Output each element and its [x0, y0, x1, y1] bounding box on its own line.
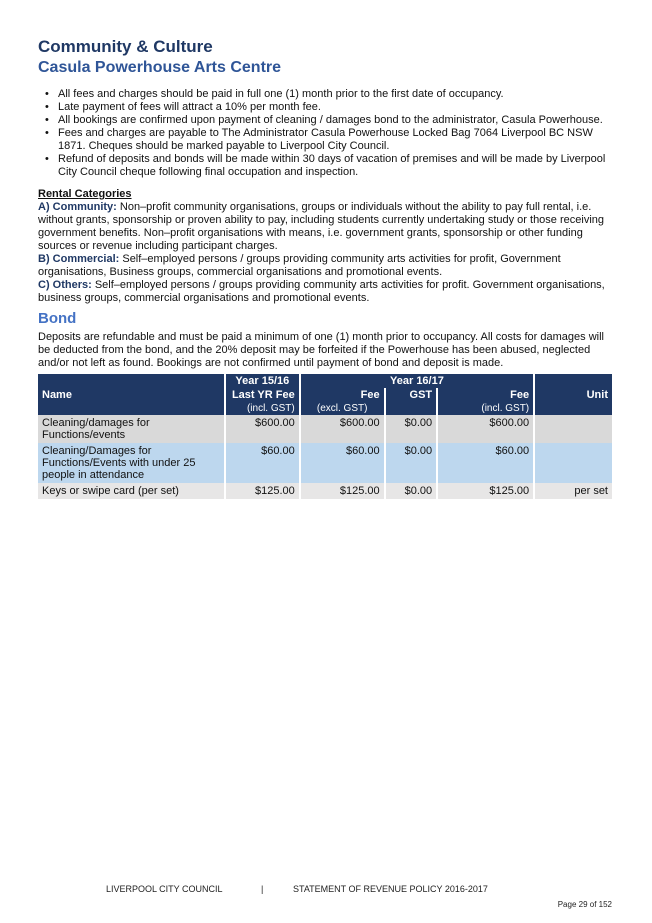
cell-fee-incl: $125.00 — [438, 483, 533, 499]
list-item: • All bookings are confirmed upon payment of cleaning / damages bond to the administrator, Casula Powerhouse. — [38, 114, 614, 127]
list-item: • All fees and charges should be paid in full one (1) month prior to the first date of occupancy. — [38, 88, 614, 101]
category-community — [38, 201, 614, 253]
rental-categories-heading: Rental Categories — [38, 188, 132, 200]
cell-last-fee: $125.00 — [226, 483, 299, 499]
category-label: B) Commercial: — [38, 253, 120, 265]
page-title: Community & Culture — [38, 37, 213, 56]
cell-fee: $125.00 — [301, 483, 384, 499]
column-header-unit: Unit — [535, 374, 612, 415]
page-content — [38, 36, 614, 499]
category-text: Self–employed persons / groups providing community arts activities for profit. Government organisations, business groups, commercial organisations and promotional events. — [38, 279, 605, 304]
cell-last-fee: $60.00 — [226, 443, 299, 483]
column-header-last-fee: Last YR Fee — [226, 388, 299, 402]
table-row — [38, 443, 612, 483]
cell-fee-incl: $600.00 — [438, 415, 533, 443]
cell-gst: $0.00 — [386, 415, 437, 443]
list-item: • Late payment of fees will attract a 10% per month fee. — [38, 101, 614, 114]
cell-gst: $0.00 — [386, 483, 437, 499]
fees-table — [36, 374, 614, 499]
rental-categories — [38, 188, 614, 305]
footer-document-title: STATEMENT OF REVENUE POLICY 2016-2017 — [293, 884, 488, 894]
cell-unit — [535, 443, 612, 483]
column-subheader-fee-incl: (incl. GST) — [438, 402, 533, 415]
page-number: Page 29 of 152 — [557, 900, 612, 909]
category-text: Self–employed persons / groups providing community arts activities for profit, Government organisations, Business groups, commercial organisations and promotional events. — [38, 253, 561, 278]
cell-fee: $60.00 — [301, 443, 384, 483]
category-label: C) Others: — [38, 279, 92, 291]
conditions-list — [38, 88, 614, 179]
page-subtitle: Casula Powerhouse Arts Centre — [38, 59, 282, 76]
list-item: • Refund of deposits and bonds will be made within 30 days of vacation of premises and will be made by Liverpool City Council cheque following final occupation and inspection. — [38, 153, 614, 179]
column-header-fee-incl: Fee — [438, 388, 533, 402]
column-header-year2: Year 16/17 — [301, 374, 533, 388]
list-item: • Fees and charges are payable to The Administrator Casula Powerhouse Locked Bag 7064 Liverpool BC NSW 1871. Cheques should be marked payable to Liverpool City Council. — [38, 127, 614, 153]
column-header-name: Name — [38, 374, 224, 415]
table-row — [38, 483, 612, 499]
column-subheader-fee: (excl. GST) — [301, 402, 384, 415]
cell-name: Keys or swipe card (per set) — [38, 483, 224, 499]
category-label: A) Community: — [38, 201, 117, 213]
table-row — [38, 415, 612, 443]
footer-separator: | — [261, 884, 264, 894]
category-others — [38, 279, 614, 305]
bond-heading: Bond — [38, 310, 77, 327]
cell-name: Cleaning/Damages for Functions/Events with under 25 people in attendance — [38, 443, 224, 483]
cell-unit: per set — [535, 483, 612, 499]
column-header-gst: GST — [386, 388, 437, 402]
cell-last-fee: $600.00 — [226, 415, 299, 443]
cell-name: Cleaning/damages for Functions/events — [38, 415, 224, 443]
footer-organisation: LIVERPOOL CITY COUNCIL — [106, 884, 223, 894]
cell-gst: $0.00 — [386, 443, 437, 483]
cell-fee: $600.00 — [301, 415, 384, 443]
category-commercial — [38, 253, 614, 279]
cell-fee-incl: $60.00 — [438, 443, 533, 483]
cell-unit — [535, 415, 612, 443]
column-header-fee: Fee — [301, 388, 384, 402]
column-subheader-last-fee: (incl. GST) — [226, 402, 299, 415]
category-text: Non–profit community organisations, groups or individuals without the ability to pay full rental, i.e. without grants, sponsorship or proven ability to pay, including students currently undertaking study or those receiving government benefits. Non–profit organisations with means, i.e. government grants, sponsorship or other funding sources or revenue including participant charges. — [38, 201, 604, 252]
bond-text: Deposits are refundable and must be paid a minimum of one (1) month prior to occupancy. All costs for damages will be deducted from the bond, and the 20% deposit may be forfeited if the Powerhouse has been abused, neglected and/or not left as found. Bookings are not confirmed until payment of bond and deposit is made. — [38, 331, 604, 369]
column-subheader-gst — [386, 402, 437, 415]
column-header-year1: Year 15/16 — [226, 374, 299, 388]
